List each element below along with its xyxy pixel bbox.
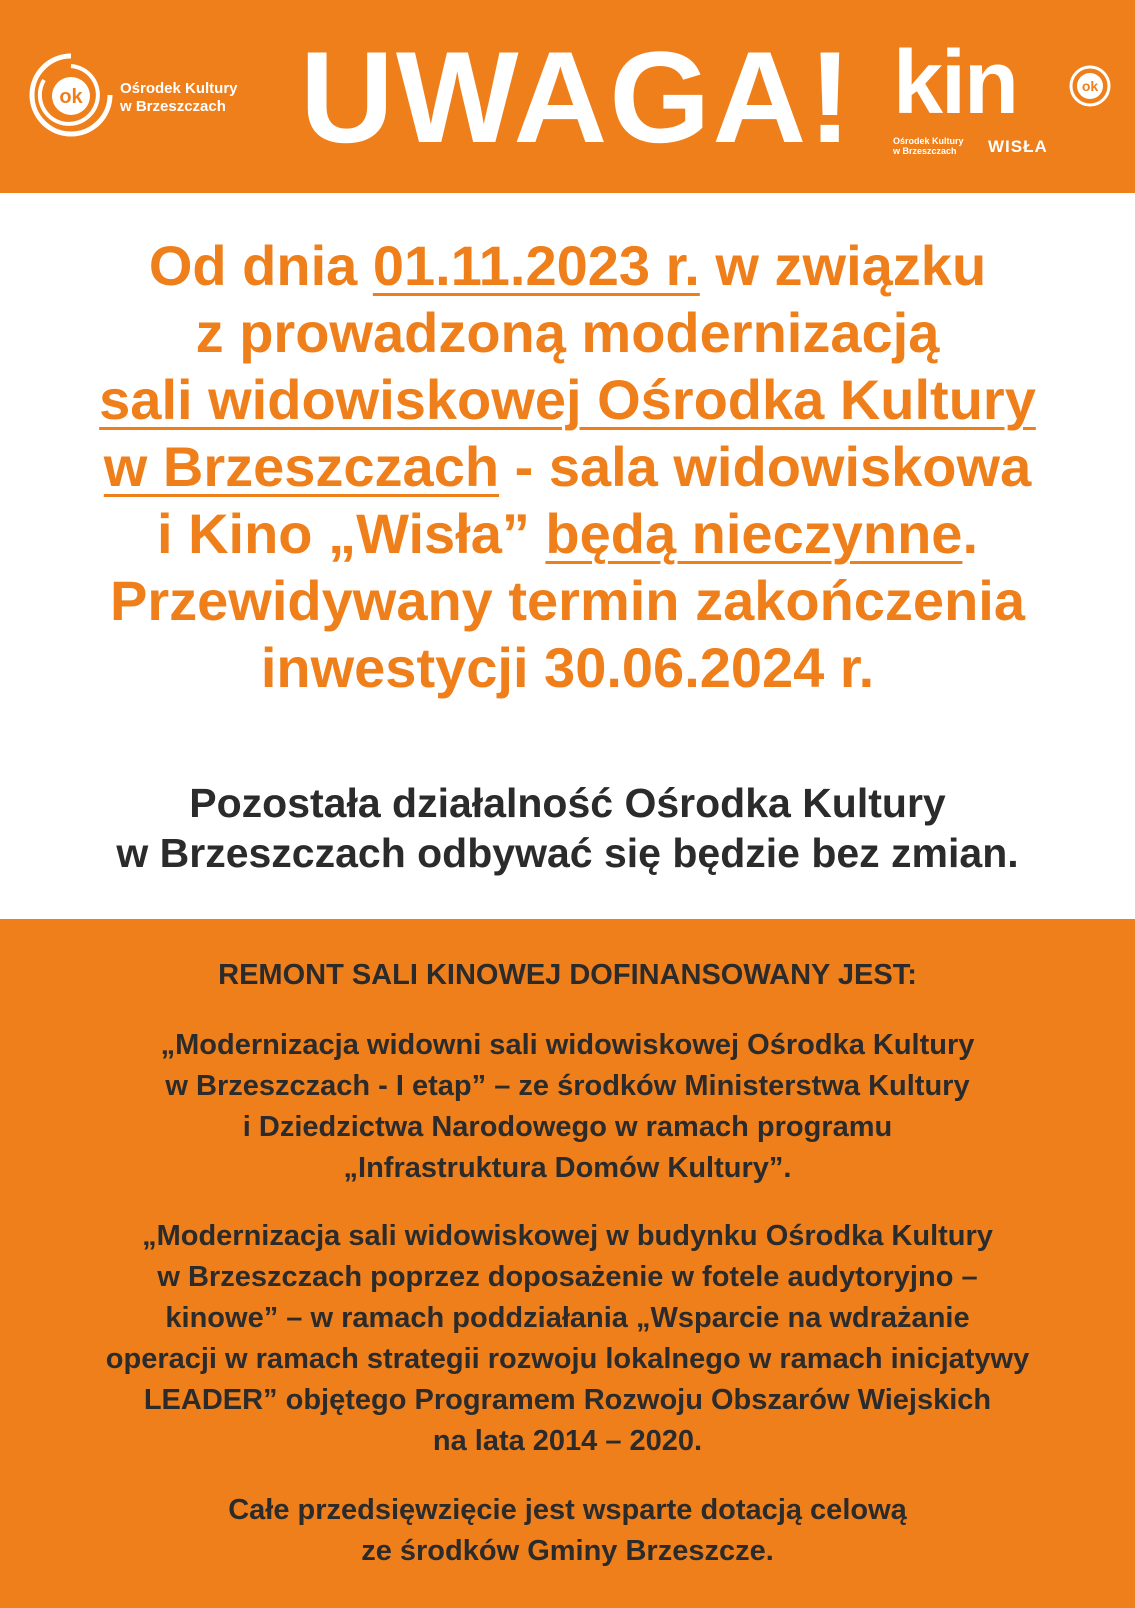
kino-sub-line2: w Brzeszczach xyxy=(893,146,957,156)
announcement-text-part: w związku xyxy=(699,234,987,297)
funding-section xyxy=(0,919,1135,1608)
notice-line-1: Pozostała działalność Ośrodka Kultury xyxy=(189,780,946,826)
announcement-text xyxy=(40,232,1095,701)
kino-ok-icon xyxy=(1068,64,1112,108)
funding-p2-line: „Modernizacja sali widowiskowej w budynku Ośrodka Kultury xyxy=(142,1220,993,1252)
announcement-line-1 xyxy=(40,232,1095,299)
announcement-text-part: i Kino „Wisła” xyxy=(156,502,546,565)
kino-logo-word: kin xyxy=(893,33,1018,133)
notice-line-2: w Brzeszczach odbywać się będzie bez zmian. xyxy=(116,830,1019,876)
announcement-line-3 xyxy=(40,366,1095,433)
funding-heading-text: REMONT SALI KINOWEJ DOFINANSOWANY JEST: xyxy=(218,959,917,991)
venue-name: sali widowiskowej Ośrodka Kultury xyxy=(99,368,1036,431)
funding-p1-line: w Brzeszczach - I etap” – ze środków Ministerstwa Kultury xyxy=(165,1070,970,1102)
funding-heading xyxy=(20,955,1115,996)
announcement-line-6: Przewidywany termin zakończenia xyxy=(110,569,1025,632)
left-logo-text xyxy=(120,80,238,116)
funding-p3-line: ze środków Gminy Brzeszcze. xyxy=(361,1535,774,1567)
page-title: UWAGA! xyxy=(300,24,854,170)
funding-p1-line: i Dziedzictwa Narodowego w ramach programu xyxy=(242,1111,893,1143)
kino-logo-subtitle xyxy=(893,136,964,156)
kino-wisla-logo xyxy=(893,33,1123,158)
funding-p2-line: na lata 2014 – 2020. xyxy=(432,1425,703,1457)
ok-logo-mark: ok xyxy=(59,86,83,108)
header-banner xyxy=(0,0,1135,193)
ok-logo-icon xyxy=(26,50,116,140)
closed-status: będą nieczynne xyxy=(545,502,963,565)
announcement-text-part: . xyxy=(962,502,978,565)
announcement-line-7: inwestycji 30.06.2024 r. xyxy=(260,636,875,699)
funding-paragraph-3 xyxy=(20,1490,1115,1572)
funding-p3-line: Całe przedsięwzięcie jest wsparte dotacją celową xyxy=(228,1494,907,1526)
kino-logo-name: WISŁA xyxy=(988,137,1048,156)
announcement-line-2: z prowadzoną modernizacją xyxy=(195,301,940,364)
funding-p2-line: w Brzeszczach poprzez doposażenie w fotele audytoryjno – xyxy=(157,1261,978,1293)
funding-p2-line: kinowe” – w ramach poddziałania „Wsparcie na wdrażanie xyxy=(165,1302,970,1334)
funding-paragraph-1 xyxy=(20,1025,1115,1189)
left-logo-line2: w Brzeszczach xyxy=(120,98,226,115)
funding-paragraph-2 xyxy=(20,1216,1115,1462)
funding-p2-line: LEADER” objętego Programem Rozwoju Obszarów Wiejskich xyxy=(143,1384,992,1416)
announcement-text-part: - sala widowiskowa xyxy=(499,435,1032,498)
announcement-text-part: Od dnia xyxy=(148,234,373,297)
left-logo-line1: Ośrodek Kultury xyxy=(120,80,238,97)
announcement-line-4 xyxy=(40,433,1095,500)
funding-p1-line: „Modernizacja widowni sali widowiskowej Ośrodka Kultury xyxy=(160,1029,975,1061)
announcement-line-5 xyxy=(40,500,1095,567)
funding-p2-line: operacji w ramach strategii rozwoju lokalnego w ramach inicjatywy xyxy=(105,1343,1030,1375)
funding-p1-line: „Infrastruktura Domów Kultury”. xyxy=(343,1152,792,1184)
kino-sub-line1: Ośrodek Kultury xyxy=(893,136,964,146)
venue-location: w Brzeszczach xyxy=(103,435,500,498)
closing-date: 01.11.2023 r. xyxy=(372,234,700,297)
activity-notice xyxy=(40,778,1095,878)
kino-ok-mark: ok xyxy=(1081,78,1099,94)
